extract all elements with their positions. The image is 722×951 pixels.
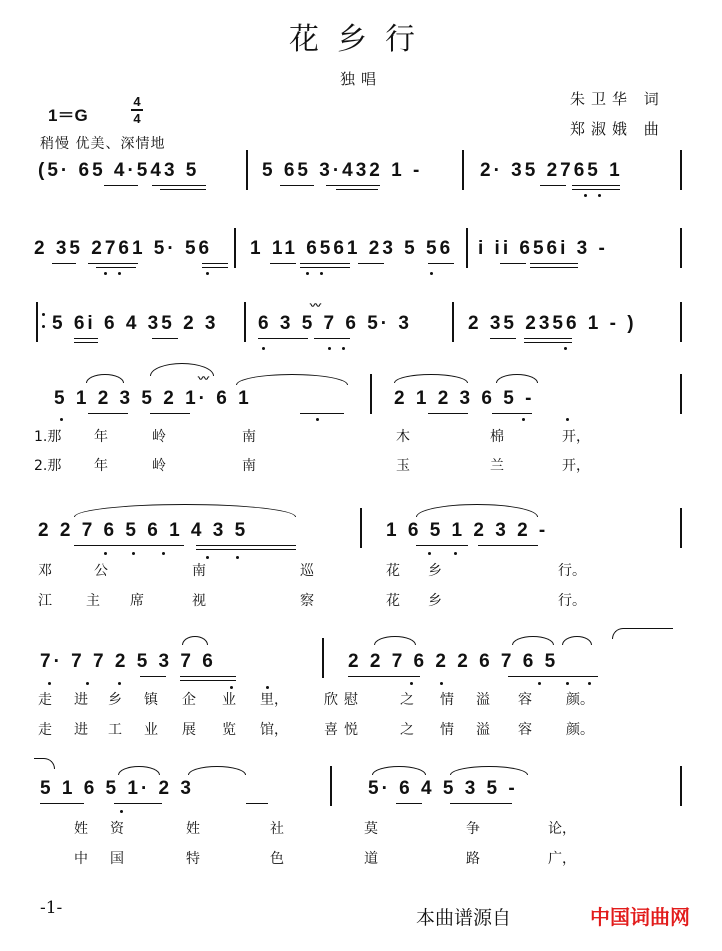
underline bbox=[492, 413, 532, 414]
lyric-char: 欣 bbox=[324, 692, 338, 708]
lyric-char: 南 bbox=[192, 563, 206, 579]
low-octave-dot bbox=[410, 682, 413, 685]
barline bbox=[466, 228, 468, 268]
underline bbox=[358, 263, 384, 264]
lyric-char: 情 bbox=[440, 692, 454, 708]
barline bbox=[680, 508, 682, 548]
low-octave-dot bbox=[320, 272, 323, 275]
lyric-line-verse-2 bbox=[34, 455, 674, 475]
barline bbox=[234, 228, 236, 268]
lyric-char: 社 bbox=[270, 821, 284, 837]
slur bbox=[74, 504, 296, 517]
lyric-char: 江 bbox=[38, 593, 52, 609]
measure: 2 2 7 6 5 6 1 4 3 5 bbox=[38, 520, 249, 541]
lyric-char: 里， bbox=[260, 692, 288, 708]
measure: 1 11 6561 23 5 56 bbox=[250, 238, 454, 259]
lyric-char: 开， bbox=[562, 458, 590, 474]
tie bbox=[34, 758, 55, 769]
underline bbox=[196, 549, 296, 550]
underline bbox=[540, 185, 566, 186]
source-caption: 本曲谱源自 bbox=[416, 907, 512, 929]
lyric-char: 主 bbox=[86, 593, 100, 609]
lyric-char: 资 bbox=[110, 821, 124, 837]
lyric-char: 花 bbox=[386, 563, 400, 579]
time-signature-top: 4 bbox=[133, 94, 141, 109]
low-octave-dot bbox=[342, 347, 345, 350]
slur bbox=[372, 766, 426, 775]
lyric-char: 道 bbox=[364, 851, 378, 867]
tempo-marking: 稍慢 优美、深情地 bbox=[40, 136, 166, 152]
underline bbox=[280, 185, 314, 186]
lyric-char: 悦 bbox=[344, 722, 358, 738]
lyric-char: 岭 bbox=[152, 458, 166, 474]
lyric-char: 玉 bbox=[396, 458, 410, 474]
barline bbox=[370, 374, 372, 414]
slur bbox=[562, 636, 592, 645]
repeat-dot bbox=[42, 325, 45, 328]
underline bbox=[314, 338, 350, 339]
barline bbox=[680, 302, 682, 342]
underline bbox=[530, 263, 578, 264]
barline bbox=[360, 508, 362, 548]
low-octave-dot bbox=[206, 556, 209, 559]
low-octave-dot bbox=[566, 418, 569, 421]
underline bbox=[326, 185, 380, 186]
lyric-line-verse-2 bbox=[38, 590, 678, 610]
lyric-char: 颜。 bbox=[566, 692, 594, 708]
time-signature-bottom: 4 bbox=[133, 111, 141, 126]
lyric-char: 乡 bbox=[428, 593, 442, 609]
key-signature: 1＝G bbox=[48, 106, 88, 125]
repeat-barline bbox=[36, 302, 38, 342]
lyric-char: 论， bbox=[548, 821, 576, 837]
lyric-char: 工 bbox=[108, 722, 122, 738]
time-signature bbox=[130, 94, 144, 126]
lyric-line-verse-1 bbox=[38, 560, 678, 580]
low-octave-dot bbox=[328, 347, 331, 350]
underline bbox=[530, 267, 578, 268]
lyric-char: 业 bbox=[144, 722, 158, 738]
song-title: 花乡行 bbox=[289, 22, 433, 57]
lyric-char: 喜 bbox=[324, 722, 338, 738]
underline bbox=[74, 545, 184, 546]
low-octave-dot bbox=[104, 272, 107, 275]
song-subtitle: 独唱 bbox=[339, 70, 382, 88]
underline bbox=[202, 263, 228, 264]
low-octave-dot bbox=[454, 552, 457, 555]
underline bbox=[196, 545, 296, 546]
lyric-char: 年 bbox=[94, 429, 108, 445]
underline bbox=[246, 803, 268, 804]
underline bbox=[258, 338, 308, 339]
lyric-char: 姓 bbox=[186, 821, 200, 837]
measure: 6 3 5 7 6 5· 3 bbox=[258, 313, 412, 334]
underline bbox=[52, 263, 76, 264]
lyric-char: 情 bbox=[440, 722, 454, 738]
underline bbox=[490, 338, 516, 339]
underline bbox=[300, 267, 350, 268]
barline bbox=[322, 638, 324, 678]
lyric-char: 色 bbox=[270, 851, 284, 867]
lyric-char: 姓 bbox=[74, 821, 88, 837]
lyric-char: 之 bbox=[400, 722, 414, 738]
low-octave-dot bbox=[48, 682, 51, 685]
underline bbox=[508, 676, 598, 677]
low-octave-dot bbox=[236, 556, 239, 559]
lyric-char: 邓 bbox=[38, 563, 52, 579]
low-octave-dot bbox=[440, 682, 443, 685]
lyric-char: 兰 bbox=[490, 458, 504, 474]
lyric-char: 路 bbox=[466, 851, 480, 867]
underline bbox=[336, 189, 378, 190]
trill-icon: 〰 bbox=[310, 299, 319, 312]
slur bbox=[512, 636, 554, 645]
underline bbox=[428, 263, 454, 264]
measure: 2· 35 2765 1 bbox=[480, 160, 623, 181]
underline bbox=[300, 263, 350, 264]
slur bbox=[118, 766, 160, 775]
low-octave-dot bbox=[584, 194, 587, 197]
low-octave-dot bbox=[430, 272, 433, 275]
underline bbox=[74, 338, 98, 339]
low-octave-dot bbox=[522, 418, 525, 421]
lyric-char: 走 bbox=[38, 692, 52, 708]
barline bbox=[462, 150, 464, 190]
underline bbox=[96, 267, 136, 268]
underline bbox=[478, 545, 538, 546]
slur bbox=[496, 374, 538, 383]
barline bbox=[680, 150, 682, 190]
barline bbox=[452, 302, 454, 342]
low-octave-dot bbox=[120, 810, 123, 813]
measure: 2 35 2761 5· 56 bbox=[34, 238, 213, 259]
lyric-char: 溢 bbox=[476, 692, 490, 708]
underline bbox=[180, 676, 236, 677]
barline bbox=[246, 150, 248, 190]
trill-icon: 〰 bbox=[198, 372, 207, 385]
low-octave-dot bbox=[306, 272, 309, 275]
barline bbox=[680, 228, 682, 268]
low-octave-dot bbox=[538, 682, 541, 685]
low-octave-dot bbox=[162, 552, 165, 555]
slur bbox=[394, 374, 468, 383]
low-octave-dot bbox=[86, 682, 89, 685]
lyric-char: 席 bbox=[130, 593, 144, 609]
tie bbox=[236, 374, 348, 385]
underline bbox=[428, 413, 468, 414]
lyric-line-verse-1 bbox=[74, 818, 674, 838]
underline bbox=[88, 263, 138, 264]
lyric-char: 木 bbox=[396, 429, 410, 445]
underline bbox=[416, 545, 468, 546]
lyric-char: 行。 bbox=[558, 563, 586, 579]
measure: i ii 656i 3 - bbox=[478, 238, 608, 259]
measure: 5 65 3·432 1 - bbox=[262, 160, 423, 181]
measure: 2 35 2356 1 - ) bbox=[468, 313, 637, 334]
lyric-char: 巡 bbox=[300, 563, 314, 579]
underline bbox=[396, 803, 422, 804]
slur bbox=[188, 766, 246, 775]
lyric-char: 察 bbox=[300, 593, 314, 609]
lyric-char: 行。 bbox=[558, 593, 586, 609]
lyric-char: 南 bbox=[242, 458, 256, 474]
lyric-char: 乡 bbox=[428, 563, 442, 579]
lyric-char: 公 bbox=[94, 563, 108, 579]
underline bbox=[152, 185, 206, 186]
barline bbox=[330, 766, 332, 806]
measure: (5· 65 4·543 5 bbox=[38, 160, 200, 181]
lyric-char: 馆， bbox=[260, 722, 288, 738]
lyric-char: 莫 bbox=[364, 821, 378, 837]
lyric-char: 溢 bbox=[476, 722, 490, 738]
lyric-char: 开， bbox=[562, 429, 590, 445]
tie bbox=[612, 628, 673, 639]
lyric-char: 花 bbox=[386, 593, 400, 609]
lyric-line-verse-2 bbox=[74, 848, 674, 868]
lyric-line-verse-2 bbox=[38, 719, 678, 739]
slur bbox=[86, 374, 124, 383]
measure: 5 6i 6 4 35 2 3 bbox=[52, 313, 219, 334]
lyric-char: 业 bbox=[222, 692, 236, 708]
lyric-char: 乡 bbox=[108, 692, 122, 708]
measure: 7· 7 7 2 5 3 7 6 bbox=[40, 651, 216, 672]
low-octave-dot bbox=[206, 272, 209, 275]
lyric-char: 镇 bbox=[144, 692, 158, 708]
low-octave-dot bbox=[564, 347, 567, 350]
underline bbox=[500, 263, 526, 264]
lyric-char: 南 bbox=[242, 429, 256, 445]
underline bbox=[152, 338, 178, 339]
underline bbox=[104, 185, 138, 186]
repeat-dot bbox=[42, 313, 45, 316]
lyric-char: 颜。 bbox=[566, 722, 594, 738]
lyric-char: 岭 bbox=[152, 429, 166, 445]
lyric-char: 1.那 bbox=[34, 429, 62, 445]
low-octave-dot bbox=[118, 682, 121, 685]
low-octave-dot bbox=[428, 552, 431, 555]
low-octave-dot bbox=[104, 552, 107, 555]
lyric-char: 中 bbox=[74, 851, 88, 867]
underline bbox=[348, 676, 420, 677]
low-octave-dot bbox=[316, 418, 319, 421]
underline bbox=[74, 342, 98, 343]
low-octave-dot bbox=[262, 347, 265, 350]
measure: 5 1 2 3 5 2 1· 6 1 bbox=[54, 388, 252, 409]
lyric-char: 国 bbox=[110, 851, 124, 867]
low-octave-dot bbox=[566, 682, 569, 685]
underline bbox=[88, 413, 128, 414]
underline bbox=[300, 413, 344, 414]
lyric-char: 容 bbox=[518, 692, 532, 708]
lyricist-credit: 朱卫华 词 bbox=[570, 90, 665, 108]
lyric-char: 2.那 bbox=[34, 458, 62, 474]
underline bbox=[524, 338, 572, 339]
lyric-line-verse-1 bbox=[34, 426, 674, 446]
low-octave-dot bbox=[588, 682, 591, 685]
slur bbox=[182, 636, 208, 645]
underline bbox=[140, 676, 166, 677]
lyric-char: 视 bbox=[192, 593, 206, 609]
underline bbox=[572, 189, 620, 190]
low-octave-dot bbox=[118, 272, 121, 275]
low-octave-dot bbox=[598, 194, 601, 197]
underline bbox=[114, 803, 162, 804]
lyric-char: 企 bbox=[182, 692, 196, 708]
lyric-char: 容 bbox=[518, 722, 532, 738]
underline bbox=[180, 680, 236, 681]
low-octave-dot bbox=[132, 552, 135, 555]
underline bbox=[40, 803, 84, 804]
lyric-char: 慰 bbox=[344, 692, 358, 708]
lyric-char: 览 bbox=[222, 722, 236, 738]
measure: 2 2 7 6 2 2 6 7 6 5 bbox=[348, 651, 559, 672]
site-logo-text[interactable]: 中国词曲网 bbox=[590, 905, 690, 929]
underline bbox=[572, 185, 620, 186]
barline bbox=[680, 766, 682, 806]
underline bbox=[160, 189, 206, 190]
lyric-char: 之 bbox=[400, 692, 414, 708]
lyric-char: 棉 bbox=[490, 429, 504, 445]
lyric-char: 年 bbox=[94, 458, 108, 474]
barline bbox=[680, 374, 682, 414]
underline bbox=[450, 803, 512, 804]
barline bbox=[244, 302, 246, 342]
slur bbox=[416, 504, 538, 517]
lyric-char: 争 bbox=[466, 821, 480, 837]
lyric-char: 广， bbox=[548, 851, 576, 867]
page-number: -1- bbox=[40, 898, 63, 918]
lyric-char: 走 bbox=[38, 722, 52, 738]
measure: 2 1 2 3 6 5 - bbox=[394, 388, 535, 409]
underline bbox=[202, 267, 228, 268]
lyric-char: 进 bbox=[74, 692, 88, 708]
composer-credit: 郑淑娥 曲 bbox=[570, 120, 665, 138]
low-octave-dot bbox=[60, 418, 63, 421]
measure: 5· 6 4 5 3 5 - bbox=[368, 778, 518, 799]
measure: 5 1 6 5 1· 2 3 bbox=[40, 778, 194, 799]
underline bbox=[150, 413, 190, 414]
lyric-char: 展 bbox=[182, 722, 196, 738]
underline bbox=[270, 263, 296, 264]
lyric-char: 特 bbox=[186, 851, 200, 867]
lyric-line-verse-1 bbox=[38, 689, 678, 709]
slur bbox=[450, 766, 528, 775]
lyric-char: 进 bbox=[74, 722, 88, 738]
underline bbox=[524, 342, 572, 343]
measure: 1 6 5 1 2 3 2 - bbox=[386, 520, 549, 541]
slur bbox=[374, 636, 416, 645]
